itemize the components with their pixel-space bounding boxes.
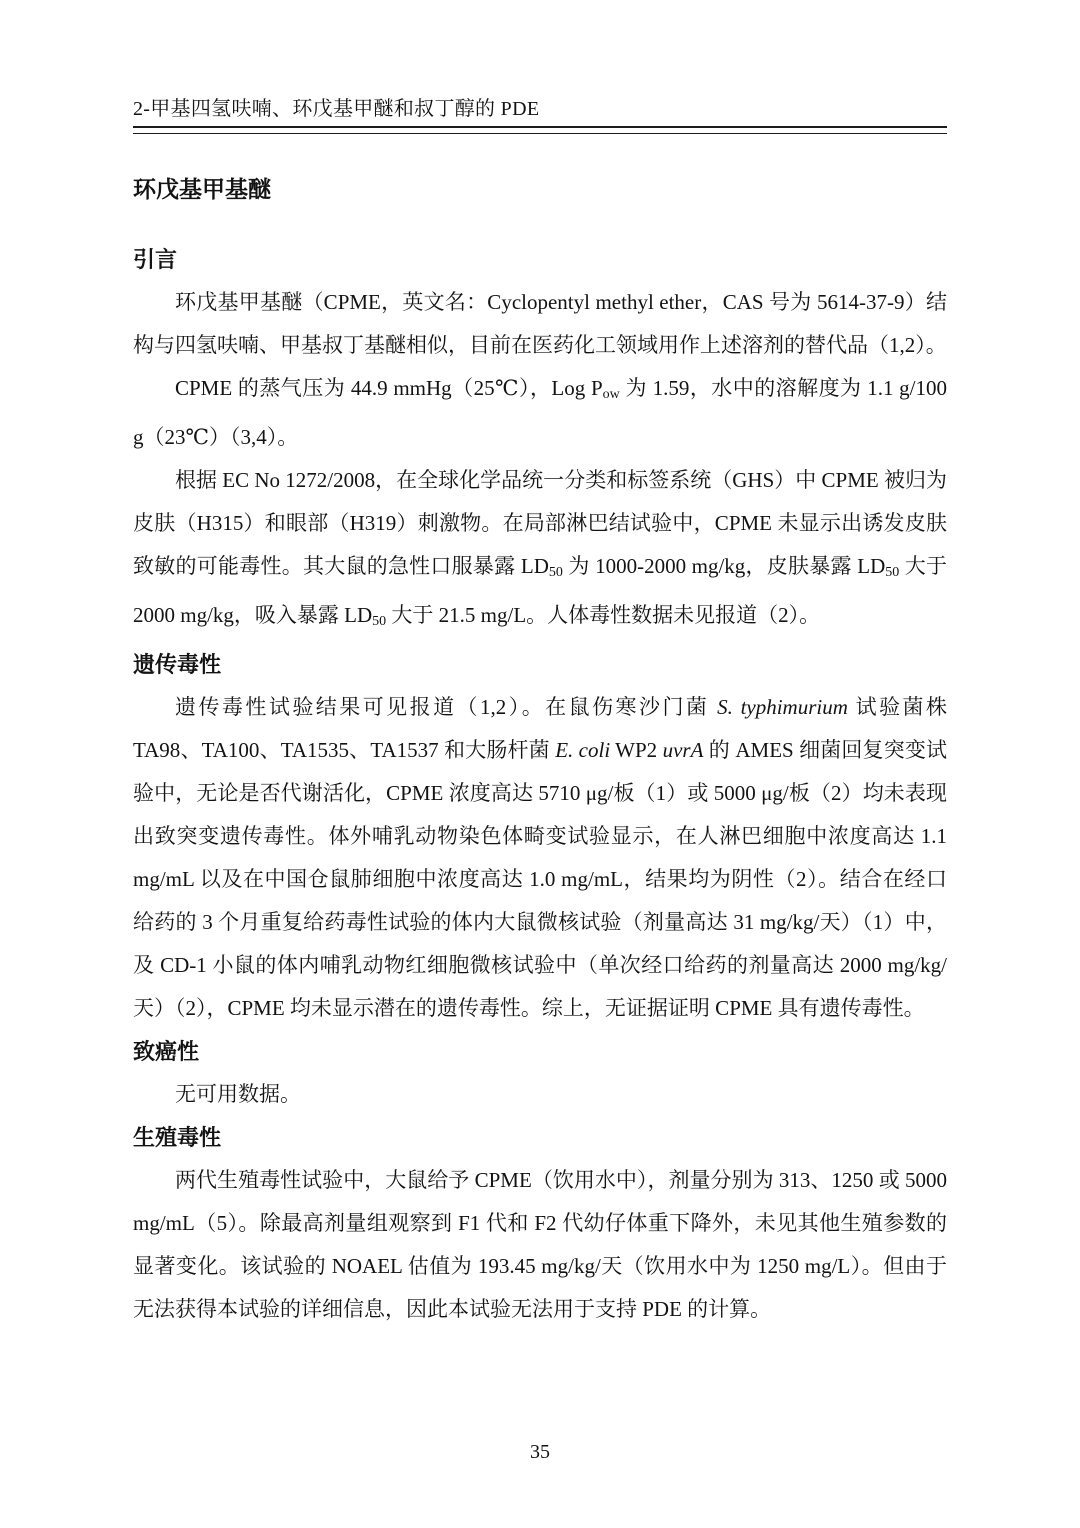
section-heading-intro: 引言	[133, 247, 178, 272]
paragraph-intro-3: 根据 EC No 1272/2008，在全球化学品统一分类和标签系统（GHS）中 CPME 被归为皮肤（H315）和眼部（H319）刺激物。在局部淋巴结试验中，CPME 未显示出诱发皮肤致敏的可能毒性。其大鼠的急性口服暴露 $LD_{50}$ 为 1000-2000 mg/kg，皮肤暴露 $LD_{50}$ 大于 2000 mg/kg，吸入暴露 $LD_{50}$ 大于 21.5 mg/L。人体毒性数据未见报道（2）。	[133, 468, 948, 630]
paragraph-intro-2: CPME 的蒸气压为 44.9 mmHg（25℃），Log $P_{ow}$ 为 1.59，水中的溶解度为 1.1 g/100 g（23℃）（3,4）。	[133, 376, 947, 450]
running-header	[0, 0, 1080, 134]
section-heading-reproductive-toxicity: 生殖毒性	[133, 1125, 222, 1151]
paragraph-genotoxicity-1: 遗传毒性试验结果可见报道（1,2）。在鼠伤寒沙门菌 S. typhimurium 试验菌株 TA98、TA100、TA1535、TA1537 和大肠杆菌 E. coli WP2 uvrA 的 AMES 细菌回复突变试验中，无论是否代谢活化，CPME 浓度高达 5710 μg/板（1）或 5000 μg/板（2）均未表现出致突变遗传毒性。体外哺乳动物染色体畸变试验显示，在人淋巴细胞中浓度高达 1.1 mg/mL 以及在中国仓鼠肺细胞中浓度高达 1.0 mg/mL，结果均为阴性（2）。结合在经口给药的 3 个月重复给药毒性试验的体内大鼠微核试验（剂量高达 31 mg/kg/天）（1）中，及 CD-1 小鼠的体内哺乳动物红细胞微核试验中（单次经口给药的剂量高达 2000 mg/kg/天）（2），CPME 均未显示潜在的遗传毒性。综上，无证据证明 CPME 具有遗传毒性。	[133, 695, 948, 1021]
paragraph-reproductive-toxicity-1: 两代生殖毒性试验中，大鼠给予 CPME（饮用水中），剂量分别为 313、1250 或 5000 mg/mL（5）。除最高剂量组观察到 F1 代和 F2 代幼仔体重下降外，未见其他生殖参数的显著变化。该试验的 NOAEL 估值为 193.45 mg/kg/天（饮用水中为 1250 mg/L）。但由于无法获得本试验的详细信息，因此本试验无法用于支持 PDE 的计算。	[133, 1168, 947, 1322]
paragraph-intro-1: 环戊基甲基醚（CPME，英文名：Cyclopentyl methyl ether，CAS 号为 5614-37-9）结构与四氢呋喃、甲基叔丁基醚相似，目前在医药化工领域用作上述溶剂的替代品（1,2）。	[133, 290, 947, 357]
section-heading-genotoxicity: 遗传毒性	[133, 652, 222, 678]
document-body	[0, 167, 1080, 1331]
page-number: 35	[530, 1441, 550, 1463]
section-heading-carcinogenicity: 致癌性	[133, 1039, 200, 1065]
header-rule-divider	[133, 126, 947, 134]
running-header-title: 2-甲基四氢呋喃、环戊基甲醚和叔丁醇的 PDE	[133, 98, 540, 120]
paragraph-carcinogenicity-1: 无可用数据。	[175, 1082, 301, 1107]
document-title: 环戊基甲基醚	[133, 177, 271, 202]
